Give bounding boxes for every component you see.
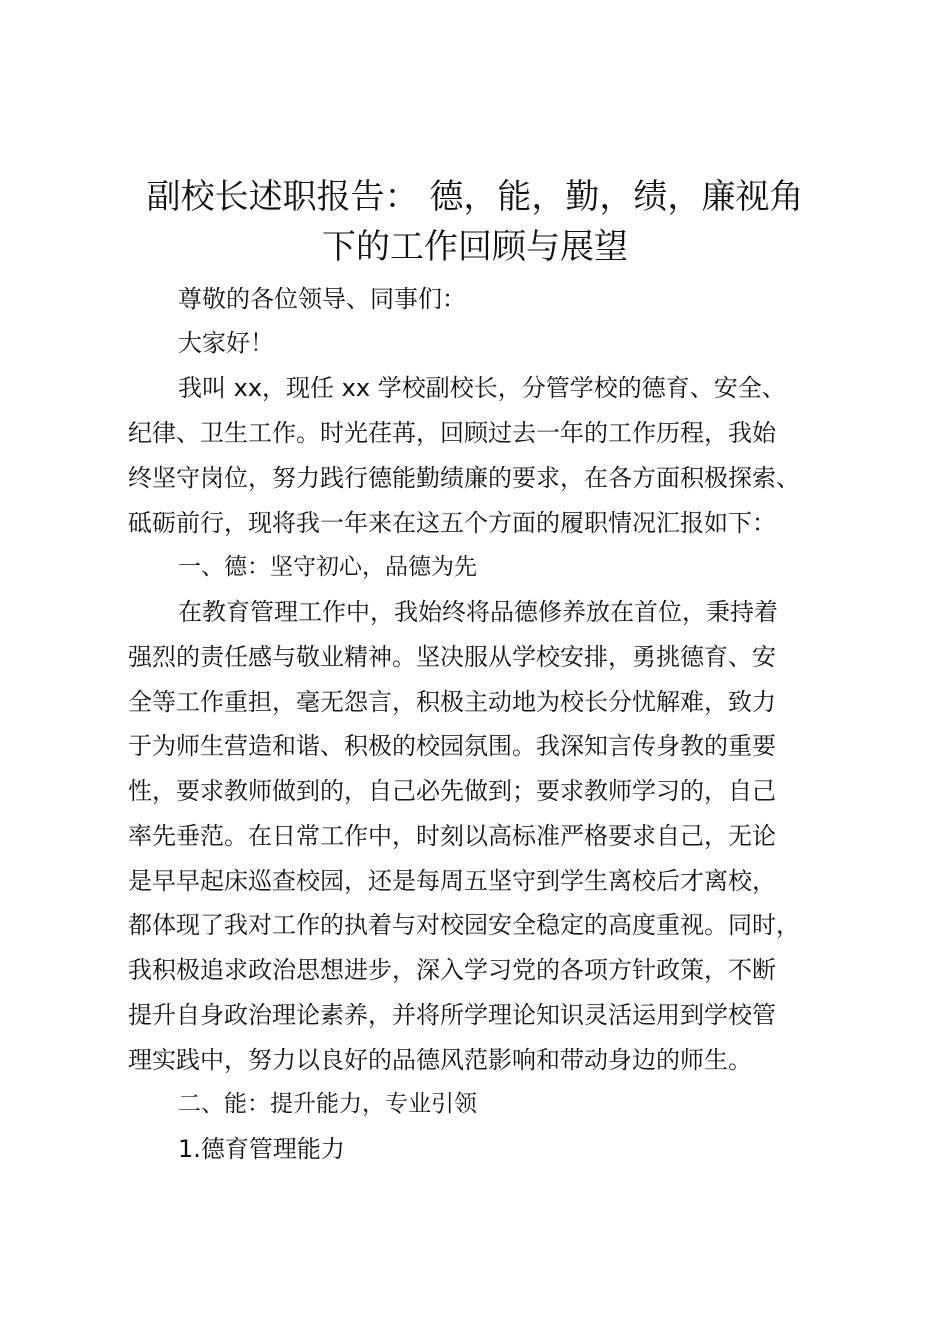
salutation: 尊敬的各位领导、同事们： [178, 285, 466, 313]
greeting: 大家好！ [178, 329, 274, 357]
subsection-heading: 1.德育管理能力 [178, 1135, 345, 1163]
section1-line: 全等工作重担，毫无怨言，积极主动地为校长分忧解难，致力 [128, 688, 776, 716]
section1-line: 我积极追求政治思想进步，深入学习党的各项方针政策，不断 [128, 956, 776, 984]
intro-line: 纪律、卫生工作。时光荏苒，回顾过去一年的工作历程，我始 [128, 419, 776, 447]
section1-line: 性，要求教师做到的，自己必先做到；要求教师学习的，自己 [128, 777, 776, 805]
section1-line: 率先垂范。在日常工作中，时刻以高标准严格要求自己，无论 [128, 822, 776, 850]
section1-line: 强烈的责任感与敬业精神。坚决服从学校安排，勇挑德育、安 [128, 643, 776, 671]
section-heading-virtue: 一、德：坚守初心，品德为先 [178, 554, 477, 580]
intro-line: 终坚守岗位，努力践行德能勤绩廉的要求，在各方面积极探索、 [128, 464, 800, 492]
section1-line: 是早早起床巡查校园，还是每周五坚守到学生离校后才离校， [128, 867, 776, 895]
document-title-line-1: 副校长述职报告： 德，能，勤，绩，廉视角 [146, 177, 804, 217]
section1-line: 都体现了我对工作的执着与对校园安全稳定的高度重视。同时， [128, 911, 800, 939]
section1-line: 理实践中，努力以良好的品德风范影响和带动身边的师生。 [128, 1046, 752, 1074]
document-title-line-2: 下的工作回顾与展望 [322, 227, 628, 267]
intro-line: 我叫 xx，现任 xx 学校副校长，分管学校的德育、安全、 [178, 374, 786, 402]
section-heading-ability: 二、能：提升能力，专业引领 [178, 1091, 477, 1117]
section1-line: 在教育管理工作中，我始终将品德修养放在首位，秉持着 [178, 598, 778, 626]
section1-line: 于为师生营造和谐、积极的校园氛围。我深知言传身教的重要 [128, 732, 776, 760]
section1-line: 提升自身政治理论素养，并将所学理论知识灵活运用到学校管 [128, 1001, 776, 1029]
intro-line: 砥砺前行，现将我一年来在这五个方面的履职情况汇报如下： [128, 509, 776, 537]
